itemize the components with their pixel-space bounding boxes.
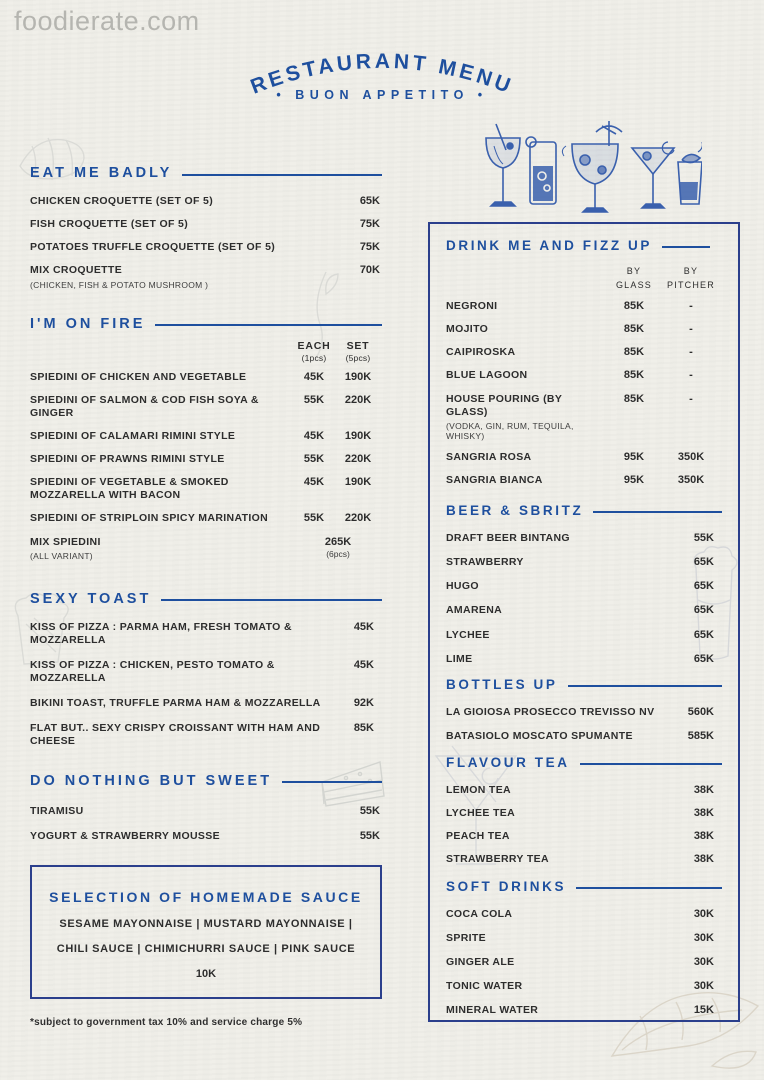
item-name-cell xyxy=(30,697,330,710)
item-price: 30K xyxy=(693,955,714,968)
item-name: MOJITO xyxy=(446,323,489,336)
item-name-cell xyxy=(30,830,336,843)
item-name-cell xyxy=(446,784,676,797)
item-name: SANGRIA ROSA xyxy=(446,450,532,463)
item-description: (ALL VARIANT) xyxy=(30,550,93,561)
item-prices xyxy=(294,394,382,406)
drink-price-columns xyxy=(446,265,722,292)
item-name: STRAWBERRY TEA xyxy=(446,853,549,866)
price-by-pitcher: - xyxy=(689,392,693,405)
item-price: 55K xyxy=(359,804,380,817)
price-each: 45K xyxy=(303,370,325,383)
item-name-cell xyxy=(30,659,330,685)
menu-item-row xyxy=(446,323,722,336)
item-price: 585K xyxy=(687,729,714,742)
svg-text:RESTAURANT MENU: RESTAURANT MENU xyxy=(247,49,517,99)
item-price: 65K xyxy=(359,195,380,207)
watermark-text: foodierate.com xyxy=(14,6,200,36)
item-name-cell xyxy=(446,474,608,487)
item-name-cell xyxy=(446,346,608,359)
menu-item-row xyxy=(30,371,382,384)
item-name: KISS OF PIZZA : CHICKEN, PESTO TOMATO & MOZZARELLA xyxy=(30,658,275,684)
price-each: 55K xyxy=(303,393,325,406)
price-set: 220K xyxy=(344,512,372,525)
heading-rule xyxy=(182,174,382,176)
menu-item-row xyxy=(446,932,722,945)
item-name-cell xyxy=(30,241,336,254)
cocktails-illustration xyxy=(472,116,702,220)
menu-item-row xyxy=(30,430,382,443)
item-name-cell xyxy=(446,629,676,642)
menu-item-row xyxy=(446,908,722,921)
menu-item-row xyxy=(446,556,722,569)
item-price: 38K xyxy=(693,807,714,820)
page-subtitle: • BUON APPETITO • xyxy=(276,88,488,102)
item-price: 75K xyxy=(359,241,380,254)
menu-item-row xyxy=(446,393,722,441)
item-name-cell xyxy=(446,908,676,921)
menu-item-row xyxy=(446,532,722,545)
section-bottles-up xyxy=(446,677,722,692)
menu-item-row xyxy=(446,451,722,464)
item-name: HOUSE POURING (BY GLASS) xyxy=(446,392,563,418)
sauce-box-title: SELECTION OF HOMEMADE SAUCE xyxy=(49,888,363,905)
item-name: MIX SPIEDINI xyxy=(30,535,101,548)
menu-item-row xyxy=(30,805,382,818)
menu-item-row xyxy=(446,853,722,866)
menu-item-row xyxy=(446,807,722,820)
price-by-glass: 85K xyxy=(623,323,645,336)
heading-rule xyxy=(568,685,722,687)
item-name: GINGER ALE xyxy=(446,955,515,968)
item-price: 38K xyxy=(693,830,714,843)
tax-footnote: *subject to government tax 10% and service charge 5% xyxy=(30,1016,303,1028)
item-price: 85K xyxy=(353,722,374,735)
price-each: 55K xyxy=(303,512,325,525)
item-name: BATASIOLO MOSCATO SPUMANTE xyxy=(446,729,633,742)
column-each: EACH (1pcs) xyxy=(297,339,331,363)
sweet-items xyxy=(30,805,382,843)
menu-item-row xyxy=(30,218,382,231)
menu-item-row xyxy=(446,956,722,969)
section-eat-me-badly xyxy=(30,165,382,181)
item-prices xyxy=(294,536,382,559)
section-title: EAT ME BADLY xyxy=(30,165,173,181)
price-each: 55K xyxy=(303,453,325,465)
item-prices xyxy=(608,393,722,405)
item-price: 45K xyxy=(353,620,374,633)
item-name-cell xyxy=(446,1004,676,1017)
item-name: SPIEDINI OF STRIPLOIN SPICY MARINATION xyxy=(30,512,269,525)
section-soft-drinks xyxy=(446,879,722,894)
item-price: 65K xyxy=(693,580,714,593)
sauce-list-line: SESAME MAYONNAISE | MUSTARD MAYONNAISE | xyxy=(59,917,353,930)
menu-item-row xyxy=(30,697,382,710)
section-title: SOFT DRINKS xyxy=(446,878,567,894)
heading-rule xyxy=(161,599,382,601)
item-name-cell xyxy=(30,371,294,384)
item-price: 75K xyxy=(359,218,380,231)
item-prices xyxy=(608,323,722,335)
item-name: SPIEDINI OF SALMON & COD FISH SOYA & GINGER xyxy=(30,393,259,419)
section-im-on-fire xyxy=(30,316,382,332)
item-prices xyxy=(294,453,382,465)
item-price: 38K xyxy=(693,784,714,796)
item-name: DRAFT BEER BINTANG xyxy=(446,532,570,544)
drink-items xyxy=(446,300,722,487)
item-prices xyxy=(608,300,722,312)
price-by-pitcher: - xyxy=(689,300,693,312)
sauce-price: 10K xyxy=(195,967,217,980)
item-name: SPRITE xyxy=(446,931,487,944)
item-name-cell xyxy=(446,956,676,969)
heading-rule xyxy=(155,324,382,326)
item-name-cell xyxy=(446,604,676,617)
item-prices xyxy=(608,346,722,358)
item-name-cell xyxy=(446,980,676,993)
item-price: 70K xyxy=(359,264,380,277)
price-set: 190K xyxy=(344,429,372,442)
item-name: SPIEDINI OF VEGETABLE & SMOKED MOZZARELLA WITH BACON xyxy=(30,476,229,502)
menu-item-row xyxy=(446,653,722,666)
column-by-pitcher: BY PITCHER xyxy=(667,266,715,290)
item-name-cell xyxy=(446,580,676,593)
item-name: FLAT BUT.. SEXY CRISPY CROISSANT WITH HAM AND CHEESE xyxy=(30,722,321,748)
item-name: BIKINI TOAST, TRUFFLE PARMA HAM & MOZZARELLA xyxy=(30,697,321,710)
item-name-cell xyxy=(30,621,330,647)
item-price: 38K xyxy=(693,853,714,866)
item-price: 30K xyxy=(693,931,714,944)
item-name: HUGO xyxy=(446,580,479,593)
eat-me-badly-items xyxy=(30,195,382,290)
item-name-cell xyxy=(446,556,676,569)
item-name: KISS OF PIZZA : PARMA HAM, FRESH TOMATO & MOZZARELLA xyxy=(30,620,292,646)
item-prices xyxy=(294,476,382,488)
item-name-cell xyxy=(446,853,676,866)
menu-item-row xyxy=(30,195,382,208)
menu-item-row xyxy=(30,453,382,466)
price-by-pitcher: 350K xyxy=(677,450,705,463)
menu-item-row xyxy=(446,706,722,719)
section-title: SEXY TOAST xyxy=(30,590,152,607)
item-name: CAIPIROSKA xyxy=(446,346,516,359)
menu-item-row xyxy=(446,300,722,313)
item-prices xyxy=(294,371,382,383)
price-by-glass: 85K xyxy=(623,392,645,405)
beer-items xyxy=(446,532,722,666)
item-name-cell xyxy=(30,805,336,818)
bottle-items xyxy=(446,706,722,743)
menu-item-row xyxy=(30,264,382,289)
section-sexy-toast xyxy=(30,591,382,607)
drinks-box xyxy=(428,222,740,1022)
menu-item-row xyxy=(446,474,722,487)
item-description: (CHICKEN, FISH & POTATO MUSHROOM ) xyxy=(30,279,209,290)
item-name-cell xyxy=(30,536,294,561)
price-by-glass: 85K xyxy=(623,300,645,312)
item-name-cell xyxy=(446,830,676,843)
item-name: SPIEDINI OF CHICKEN AND VEGETABLE xyxy=(30,370,247,383)
item-name: YOGURT & STRAWBERRY MOUSSE xyxy=(30,829,220,842)
section-title: BEER & SBRITZ xyxy=(446,503,584,518)
menu-item-row xyxy=(30,722,382,748)
menu-item-row xyxy=(30,621,382,647)
heading-rule xyxy=(580,763,722,765)
item-price: 92K xyxy=(353,697,374,710)
price-set: 220K xyxy=(344,453,372,465)
item-name: MINERAL WATER xyxy=(446,1004,539,1016)
price-by-pitcher: - xyxy=(689,369,693,382)
item-name-cell xyxy=(446,393,608,441)
price-by-pitcher: - xyxy=(689,346,693,359)
menu-item-row xyxy=(30,512,382,525)
item-price: 55K xyxy=(359,829,380,842)
section-title: DRINK ME AND FIZZ UP xyxy=(446,238,652,253)
menu-item-row xyxy=(30,476,382,502)
item-name: PEACH TEA xyxy=(446,830,510,843)
item-name-cell xyxy=(30,453,294,466)
heading-rule xyxy=(282,781,382,783)
item-name: STRAWBERRY xyxy=(446,556,524,569)
price-by-glass: 85K xyxy=(623,346,645,359)
menu-item-row xyxy=(30,241,382,254)
item-prices xyxy=(608,451,722,463)
section-title: DO NOTHING BUT SWEET xyxy=(30,772,273,789)
fire-price-columns xyxy=(30,340,382,363)
tea-items xyxy=(446,784,722,867)
menu-item-row xyxy=(446,369,722,382)
menu-item-row xyxy=(446,346,722,359)
item-name: SPIEDINI OF CALAMARI RIMINI STYLE xyxy=(30,429,236,442)
item-name: LIME xyxy=(446,652,473,665)
item-name: BLUE LAGOON xyxy=(446,369,528,382)
price-wide: 265K (6pcs) xyxy=(324,535,352,559)
section-title: BOTTLES UP xyxy=(446,676,558,692)
item-name: CHICKEN CROQUETTE (SET OF 5) xyxy=(30,195,214,207)
sexy-toast-items xyxy=(30,621,382,749)
price-by-pitcher: - xyxy=(689,323,693,336)
menu-item-row xyxy=(446,980,722,993)
item-name-cell xyxy=(446,532,676,545)
item-price: 65K xyxy=(693,628,714,641)
price-each: 45K xyxy=(303,429,325,442)
column-by-glass: BY GLASS xyxy=(615,266,652,290)
section-flavour-tea xyxy=(446,755,722,770)
item-name-cell xyxy=(446,323,608,336)
item-name-cell xyxy=(30,218,336,231)
price-set: 190K xyxy=(344,370,372,383)
item-name-cell xyxy=(446,730,676,743)
menu-item-row xyxy=(30,536,382,561)
item-name-cell xyxy=(446,932,676,945)
section-beer-and-sbritz xyxy=(446,503,722,518)
item-name: MIX CROQUETTE xyxy=(30,264,123,277)
item-name: TONIC WATER xyxy=(446,979,523,992)
homemade-sauce-box xyxy=(30,865,382,999)
item-price: 30K xyxy=(693,979,714,992)
item-price: 65K xyxy=(693,652,714,665)
item-name-cell xyxy=(30,195,336,208)
item-name-cell xyxy=(30,394,294,420)
item-prices xyxy=(608,369,722,381)
item-name: AMARENA xyxy=(446,604,503,617)
menu-item-row xyxy=(30,659,382,685)
item-prices xyxy=(294,430,382,442)
item-name-cell xyxy=(446,706,676,719)
price-by-glass: 95K xyxy=(623,473,645,486)
item-name: FISH CROQUETTE (SET OF 5) xyxy=(30,218,189,231)
item-price: 30K xyxy=(693,907,714,920)
heading-rule xyxy=(662,246,710,248)
item-name-cell xyxy=(30,722,330,748)
item-name: LYCHEE TEA xyxy=(446,807,516,820)
item-price: 55K xyxy=(693,532,714,544)
menu-item-row xyxy=(446,604,722,617)
price-by-glass: 85K xyxy=(623,369,645,382)
price-set: 220K xyxy=(344,393,372,406)
heading-rule xyxy=(576,887,722,889)
item-name: SPIEDINI OF PRAWNS RIMINI STYLE xyxy=(30,453,225,465)
item-name-cell xyxy=(446,300,608,313)
item-name: SANGRIA BIANCA xyxy=(446,473,543,486)
im-on-fire-items xyxy=(30,371,382,561)
item-name-cell xyxy=(30,264,336,289)
section-title: FLAVOUR TEA xyxy=(446,755,570,770)
section-do-nothing-but-sweet xyxy=(30,773,382,789)
menu-item-row xyxy=(446,784,722,797)
soft-drink-items xyxy=(446,908,722,1018)
price-by-pitcher: 350K xyxy=(677,473,705,486)
menu-item-row xyxy=(446,830,722,843)
price-set: 190K xyxy=(344,476,372,489)
column-set: SET (5pcs) xyxy=(345,339,371,363)
menu-item-row xyxy=(30,830,382,843)
item-price: 65K xyxy=(693,556,714,569)
left-column xyxy=(30,165,382,1028)
item-price: 45K xyxy=(353,658,374,671)
item-name-cell xyxy=(30,476,294,502)
item-name: LEMON TEA xyxy=(446,784,511,796)
menu-item-row xyxy=(30,394,382,420)
item-name: LA GIOIOSA PROSECCO TREVISSO NV xyxy=(446,705,655,718)
item-prices xyxy=(608,474,722,486)
item-name-cell xyxy=(446,451,608,464)
item-name: COCA COLA xyxy=(446,907,513,920)
section-drink-me-and-fizz-up xyxy=(446,238,722,253)
section-title: I'M ON FIRE xyxy=(30,315,146,332)
item-name-cell xyxy=(30,430,294,443)
menu-item-row xyxy=(446,629,722,642)
price-by-glass: 95K xyxy=(623,450,645,463)
item-name-cell xyxy=(446,653,676,666)
sauce-list-line: CHILI SAUCE | CHIMICHURRI SAUCE | PINK SAUCE xyxy=(56,942,356,955)
item-description: (VODKA, GIN, RUM, TEQUILA, WHISKY) xyxy=(446,420,574,441)
item-name: TIRAMISU xyxy=(30,804,84,817)
menu-item-row xyxy=(446,580,722,593)
item-name-cell xyxy=(446,369,608,382)
item-name: NEGRONI xyxy=(446,300,498,312)
item-name: LYCHEE xyxy=(446,628,490,641)
item-prices xyxy=(294,512,382,524)
item-name-cell xyxy=(30,512,294,525)
menu-item-row xyxy=(446,730,722,743)
item-price: 560K xyxy=(687,705,714,718)
heading-rule xyxy=(593,511,722,513)
item-price: 15K xyxy=(693,1004,714,1016)
item-price: 65K xyxy=(693,604,714,617)
menu-item-row xyxy=(446,1004,722,1017)
price-each: 45K xyxy=(303,476,325,489)
item-name-cell xyxy=(446,807,676,820)
item-name: POTATOES TRUFFLE CROQUETTE (SET OF 5) xyxy=(30,241,276,254)
